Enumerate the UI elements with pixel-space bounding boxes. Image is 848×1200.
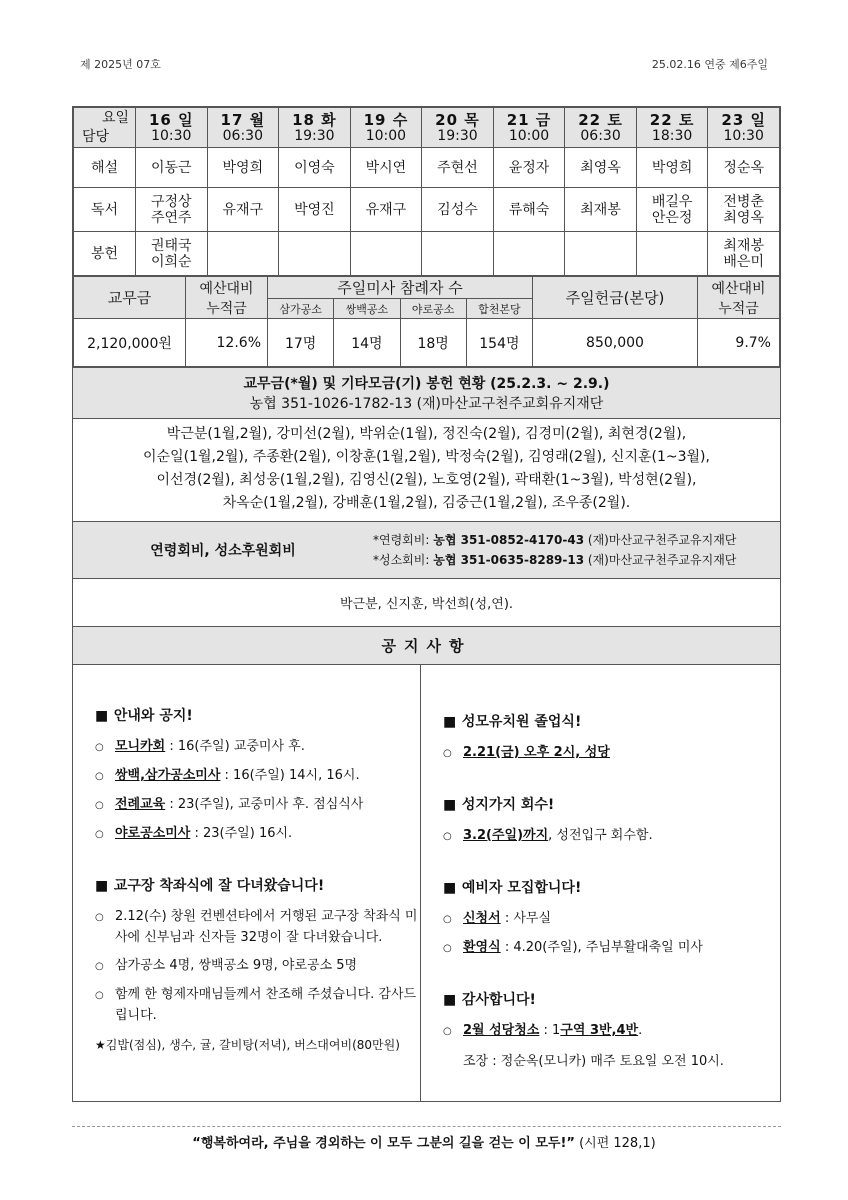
square-bullet-icon: ■ (443, 714, 457, 730)
square-bullet-icon: ■ (443, 797, 457, 813)
day-header: 22 토 18:30 (636, 108, 708, 148)
circle-bullet-icon: ○ (95, 771, 104, 782)
schedule-cell: 류해숙 (493, 188, 565, 232)
circle-bullet-icon: ○ (95, 742, 104, 753)
membership-names: 박근분, 신지훈, 박선희(성,연). (73, 579, 780, 627)
notice-right-column: ■ 성모유치원 졸업식! ○ 2.21(금) 오후 2시, 성당 ■ 성지가지 회수! ○ 3.2(주일)까지, 성전입구 회수함. ■ 예비자 모집합니다! ○ 신청서 : 사무실 ○ 환영식 : 4.20(주일), 주님부활대축일 미사 ■ 감사합니다! ○ 2월 성당청소 : 1구역 3반,4반. 조장 : 정순옥(모니카) 매주 토요일 오전 10시. (421, 665, 780, 1101)
schedule-cell: 권태국 이희순 (136, 232, 208, 276)
donation-title: 교무금(*월) 및 기타모금(기) 봉헌 현황 (25.2.3. ~ 2.9.) (243, 376, 610, 392)
schedule-table (73, 107, 780, 276)
schedule-cell (636, 232, 708, 276)
stats-table (73, 276, 780, 367)
square-bullet-icon: ■ (95, 878, 109, 894)
day-header: 21 금 10:00 (493, 108, 565, 148)
circle-bullet-icon: ○ (443, 831, 452, 842)
schedule-cell: 정순옥 (708, 148, 780, 188)
square-bullet-icon: ■ (443, 880, 457, 896)
place-label: 야로공소 (400, 299, 466, 319)
corner-role: 담당 (82, 129, 110, 145)
schedule-cell: 최재봉 배은미 (708, 232, 780, 276)
donation-account: 농협 351-1026-1782-13 (재)마산교구천주교회유지재단 (249, 396, 604, 412)
circle-bullet-icon: ○ (95, 829, 104, 840)
schedule-cell: 구정상 주연주 (136, 188, 208, 232)
bulletin-date: 25.02.16 연중 제6주일 (651, 58, 768, 71)
attendance-count: 17명 (268, 319, 334, 367)
notice-body (73, 665, 780, 1101)
budget-label-2: 예산대비 누적금 (698, 277, 780, 319)
square-bullet-icon: ■ (95, 708, 109, 724)
donor-line: 이순일(1월,2월), 주종환(2월), 이창훈(1월,2월), 박정숙(2월), 김영래(2월), 신지훈(1~3월), (143, 449, 710, 465)
attendance-count: 14명 (334, 319, 400, 367)
donor-list (73, 419, 780, 521)
schedule-cell: 유재구 (207, 188, 279, 232)
schedule-cell: 박시연 (350, 148, 422, 188)
row-label: 독서 (74, 188, 136, 232)
issue-number: 제 2025년 07호 (80, 58, 161, 71)
schedule-cell: 주현선 (422, 148, 494, 188)
day-header: 18 화 19:30 (279, 108, 351, 148)
day-header: 20 목 19:30 (422, 108, 494, 148)
notice-text: 2.12(수) 창원 컨벤션타에서 거행된 교구장 착좌식 미사에 신부님과 신자들 32명이 잘 다녀왔습니다. (115, 909, 418, 945)
membership-title: 연령회비, 성소후원회비 (150, 543, 296, 559)
notice-section-title: ■ 교구장 착좌식에 잘 다녀왔습니다! (95, 878, 325, 894)
attendance-label: 주일미사 참례자 수 (268, 277, 533, 299)
schedule-cell: 윤정자 (493, 148, 565, 188)
attendance-count: 18명 (400, 319, 466, 367)
notice-text: 삼가공소 4명, 쌍백공소 9명, 야로공소 5명 (115, 958, 358, 973)
corner-day: 요일 (101, 110, 129, 126)
schedule-corner (74, 108, 136, 148)
budget-label: 예산대비 누적금 (186, 277, 268, 319)
notice-title: 공지사항 (73, 627, 780, 665)
schedule-cell: 김성수 (422, 188, 494, 232)
circle-bullet-icon: ○ (95, 961, 104, 972)
donor-line: 박근분(1월,2월), 강미선(2월), 박위순(1월), 정진숙(2월), 김경미(2월), 최현경(2월), (166, 426, 687, 442)
schedule-cell: 최재봉 (565, 188, 637, 232)
donor-line: 차옥순(1월,2월), 강배훈(1월,2월), 김중근(1월,2월), 조우종(2월). (222, 495, 631, 511)
sponsor-list: ★김밥(점심), 생수, 귤, 갈비탕(저녁), 버스대여비(80만원) (95, 1038, 400, 1052)
schedule-cell: 유재구 (350, 188, 422, 232)
schedule-cell: 이동근 (136, 148, 208, 188)
notice-left-column: ■ 안내와 공지! ○ 모니카회 : 16(주일) 교중미사 후. ○ 쌍백,삼가공소미사 : 16(주일) 14시, 16시. ○ 전례교육 : 23(주일), 교중미사 후. 점심식사 ○ 야로공소미사 : 23(주일) 16시. ■ 교구장 착좌식에 잘 다녀왔습니다! ○ 2.12(수) 창원 컨벤션타에서 거행된 교구장 착좌식 미사에 신부님과 신자들 32명이 잘 다녀왔습니다. ○ 삼가공소 4명, 쌍백공소 9명, 야로공소 5명 ○ 함께 한 형제자매님들께서 찬조해 주셨습니다. 감사드립니다. ★김밥(점심), 생수, 귤, 갈비탕(저녁), 버스대여비(80만원) (73, 665, 421, 1101)
schedule-cell (493, 232, 565, 276)
schedule-cell: 이영숙 (279, 148, 351, 188)
place-label: 합천본당 (466, 299, 532, 319)
notice-section-title: ■ 안내와 공지! (95, 708, 193, 724)
budget-percent: 12.6% (186, 319, 268, 367)
day-header: 23 일 10:30 (708, 108, 780, 148)
notice-section-title: ■ 예비자 모집합니다! (443, 880, 582, 896)
row-label: 봉헌 (74, 232, 136, 276)
cleaning-note: 조장 : 정순옥(모니카) 매주 토요일 오전 10시. (463, 1054, 724, 1069)
schedule-cell: 박영진 (279, 188, 351, 232)
offering-value: 850,000 (533, 319, 698, 367)
schedule-cell: 최영옥 (565, 148, 637, 188)
offering-label: 주일헌금(본당) (533, 277, 698, 319)
row-label: 해설 (74, 148, 136, 188)
bulletin-frame (72, 106, 781, 1102)
footer-divider (72, 1126, 781, 1127)
membership-accounts: *연령회비: 농협 351-0852-4170-43 (재)마산교구천주교유지재단 *성소회비: 농협 351-0635-8289-13 (재)마산교구천주교유지재단 (373, 533, 737, 567)
row-commentary (74, 148, 780, 188)
notice-section-title: ■ 성지가지 회수! (443, 797, 555, 813)
schedule-cell (565, 232, 637, 276)
place-label: 삼가공소 (268, 299, 334, 319)
schedule-cell: 박영희 (636, 148, 708, 188)
circle-bullet-icon: ○ (443, 914, 452, 925)
donation-banner (73, 367, 780, 419)
schedule-cell (422, 232, 494, 276)
circle-bullet-icon: ○ (443, 943, 452, 954)
circle-bullet-icon: ○ (443, 748, 452, 759)
attendance-count: 154명 (466, 319, 532, 367)
circle-bullet-icon: ○ (95, 912, 104, 923)
footer-quote: “행복하여라, 주님을 경외하는 이 모두 그분의 길을 걷는 이 모두!” (시편 128,1) (192, 1136, 656, 1151)
notice-text: 함께 한 형제자매님들께서 찬조해 주셨습니다. 감사드립니다. (115, 987, 417, 1023)
schedule-cell (279, 232, 351, 276)
notice-section-title: ■ 성모유치원 졸업식! (443, 714, 582, 730)
square-bullet-icon: ■ (443, 992, 457, 1008)
schedule-cell (350, 232, 422, 276)
day-header: 22 토 06:30 (565, 108, 637, 148)
day-header: 19 수 10:00 (350, 108, 422, 148)
schedule-cell: 전병춘 최영옥 (708, 188, 780, 232)
circle-bullet-icon: ○ (95, 990, 104, 1001)
row-offering (74, 232, 780, 276)
donor-line: 이선경(2월), 최성웅(1월,2월), 김영신(2월), 노호영(2월), 곽태환(1~3월), 박성현(2월), (156, 472, 697, 488)
notice-section-title: ■ 감사합니다! (443, 992, 536, 1008)
day-header: 16 일 10:30 (136, 108, 208, 148)
row-reading (74, 188, 780, 232)
place-label: 쌍백공소 (334, 299, 400, 319)
schedule-cell (207, 232, 279, 276)
budget-percent-2: 9.7% (698, 319, 780, 367)
schedule-cell: 배길우 안은정 (636, 188, 708, 232)
kyomu-label: 교무금 (74, 277, 186, 319)
circle-bullet-icon: ○ (95, 800, 104, 811)
day-header: 17 월 06:30 (207, 108, 279, 148)
membership-banner (73, 521, 780, 579)
schedule-cell: 박영희 (207, 148, 279, 188)
kyomu-value: 2,120,000원 (74, 319, 186, 367)
circle-bullet-icon: ○ (443, 1026, 452, 1037)
